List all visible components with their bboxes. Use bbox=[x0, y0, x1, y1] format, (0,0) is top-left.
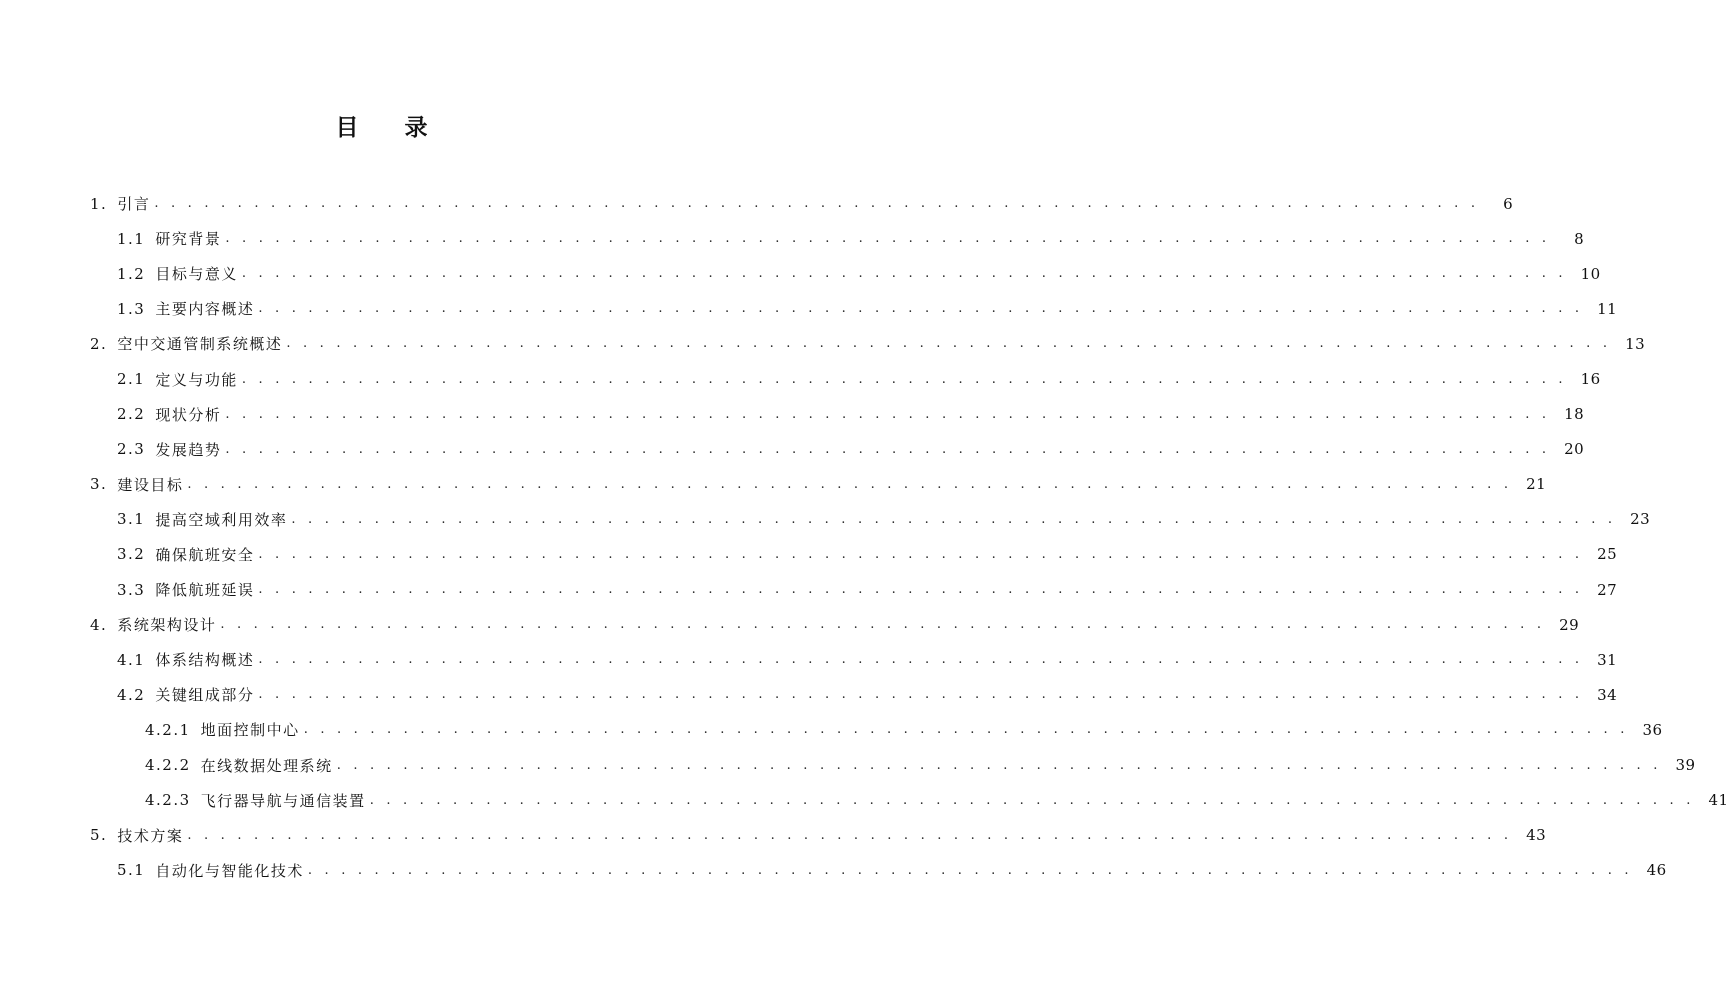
toc-entry[interactable] bbox=[0, 256, 1601, 291]
toc-dot-leader: . . . . . . . . . . . . . . . . . . . . . . . . . . . . . . . . . . . . . . . . . . . . . . . . . . . . . . . . . . . . . . . . . . . . . . . . . . . . . . . . bbox=[187, 476, 1513, 492]
toc-dot-leader: . . . . . . . . . . . . . . . . . . . . . . . . . . . . . . . . . . . . . . . . . . . . . . . . . . . . . . . . . . . . . . . . . . . . . . . . . . . . . . . . bbox=[303, 722, 1629, 738]
toc-entry-number: 4.2.2 bbox=[145, 756, 191, 775]
toc-entry-title: 引言 bbox=[117, 195, 151, 214]
toc-entry-number: 3. bbox=[90, 475, 108, 494]
toc-dot-leader: . . . . . . . . . . . . . . . . . . . . . . . . . . . . . . . . . . . . . . . . . . . . . . . . . . . . . . . . . . . . . . . . . . . . . . . . . . . . . . . . bbox=[154, 196, 1480, 212]
toc-dot-leader: . . . . . . . . . . . . . . . . . . . . . . . . . . . . . . . . . . . . . . . . . . . . . . . . . . . . . . . . . . . . . . . . . . . . . . . . . . . . . . . . bbox=[187, 827, 1513, 843]
toc-entry[interactable] bbox=[0, 502, 1651, 537]
toc-entry-number: 2.2 bbox=[117, 405, 146, 424]
toc-entry-page-number: 16 bbox=[1580, 370, 1601, 389]
toc-dot-leader: . . . . . . . . . . . . . . . . . . . . . . . . . . . . . . . . . . . . . . . . . . . . . . . . . . . . . . . . . . . . . . . . . . . . . . . . . . . . . . . . bbox=[291, 511, 1617, 527]
toc-entry-title: 在线数据处理系统 bbox=[200, 756, 333, 775]
toc-entry-title: 自动化与智能化技术 bbox=[155, 861, 304, 880]
toc-entry-number: 1. bbox=[90, 194, 108, 213]
toc-entry-page-number: 10 bbox=[1580, 264, 1601, 283]
toc-dot-leader: . . . . . . . . . . . . . . . . . . . . . . . . . . . . . . . . . . . . . . . . . . . . . . . . . . . . . . . . . . . . . . . . . . . . . . . . . . . . . . . . bbox=[258, 546, 1584, 562]
toc-entry-page-number: 43 bbox=[1526, 826, 1547, 845]
toc-entry-title: 关键组成部分 bbox=[155, 686, 255, 705]
toc-entry[interactable] bbox=[0, 467, 1547, 502]
toc-entry-number: 2.3 bbox=[117, 440, 146, 459]
toc-entry-page-number: 21 bbox=[1526, 475, 1547, 494]
toc-entry[interactable] bbox=[0, 748, 1696, 783]
toc-entry-page-number: 20 bbox=[1564, 440, 1585, 459]
page-title-part-2: 录 bbox=[404, 115, 430, 141]
toc-entry[interactable] bbox=[0, 818, 1547, 853]
toc-entry-number: 5. bbox=[90, 826, 108, 845]
toc-entry[interactable] bbox=[0, 677, 1618, 712]
toc-entry-number: 3.1 bbox=[117, 510, 146, 529]
toc-dot-leader: . . . . . . . . . . . . . . . . . . . . . . . . . . . . . . . . . . . . . . . . . . . . . . . . . . . . . . . . . . . . . . . . . . . . . . . . . . . . . . . . bbox=[307, 862, 1633, 878]
toc-entry[interactable] bbox=[0, 853, 1667, 888]
toc-entry-title: 提高空域利用效率 bbox=[155, 510, 288, 529]
toc-entry[interactable] bbox=[0, 607, 1580, 642]
toc-entry-page-number: 11 bbox=[1597, 299, 1618, 318]
toc-entry-number: 4.2.1 bbox=[145, 720, 191, 739]
toc-entry-page-number: 29 bbox=[1559, 615, 1580, 634]
toc-entry-page-number: 27 bbox=[1597, 580, 1618, 599]
toc-dot-leader: . . . . . . . . . . . . . . . . . . . . . . . . . . . . . . . . . . . . . . . . . . . . . . . . . . . . . . . . . . . . . . . . . . . . . . . . . . . . . . . . bbox=[258, 687, 1584, 703]
toc-entry-title: 目标与意义 bbox=[155, 265, 238, 284]
toc-dot-leader: . . . . . . . . . . . . . . . . . . . . . . . . . . . . . . . . . . . . . . . . . . . . . . . . . . . . . . . . . . . . . . . . . . . . . . . . . . . . . . . . bbox=[258, 582, 1584, 598]
toc-entry[interactable] bbox=[0, 186, 1514, 221]
toc-entry[interactable] bbox=[0, 361, 1601, 396]
toc-entry-page-number: 18 bbox=[1564, 405, 1585, 424]
toc-entry-number: 3.3 bbox=[117, 580, 146, 599]
toc-entry[interactable] bbox=[0, 537, 1618, 572]
toc-entry-number: 2. bbox=[90, 334, 108, 353]
toc-entry-number: 1.1 bbox=[117, 229, 146, 248]
toc-entry[interactable] bbox=[0, 783, 1729, 818]
toc-entry-number: 1.3 bbox=[117, 299, 146, 318]
toc-entry[interactable] bbox=[0, 326, 1646, 361]
toc-entry-number: 4.1 bbox=[117, 650, 146, 669]
toc-entry-title: 空中交通管制系统概述 bbox=[117, 335, 283, 354]
toc-dot-leader: . . . . . . . . . . . . . . . . . . . . . . . . . . . . . . . . . . . . . . . . . . . . . . . . . . . . . . . . . . . . . . . . . . . . . . . . . . . . . . . . bbox=[241, 371, 1567, 387]
toc-entry-number: 3.2 bbox=[117, 545, 146, 564]
toc-entry-title: 定义与功能 bbox=[155, 370, 238, 389]
toc-entry-page-number: 31 bbox=[1597, 650, 1618, 669]
toc-dot-leader: . . . . . . . . . . . . . . . . . . . . . . . . . . . . . . . . . . . . . . . . . . . . . . . . . . . . . . . . . . . . . . . . . . . . . . . . . . . . . . . . bbox=[225, 406, 1551, 422]
toc-entry-number: 4.2 bbox=[117, 685, 146, 704]
toc-entry-title: 体系结构概述 bbox=[155, 651, 255, 670]
page-title bbox=[0, 113, 765, 143]
toc-entry-title: 现状分析 bbox=[155, 405, 222, 424]
toc-dot-leader: . . . . . . . . . . . . . . . . . . . . . . . . . . . . . . . . . . . . . . . . . . . . . . . . . . . . . . . . . . . . . . . . . . . . . . . . . . . . . . . . bbox=[286, 336, 1612, 352]
toc-entry[interactable] bbox=[0, 572, 1618, 607]
toc-entry-title: 系统架构设计 bbox=[117, 616, 217, 635]
toc-entry-page-number: 34 bbox=[1597, 685, 1618, 704]
toc-entry-title: 技术方案 bbox=[117, 826, 184, 845]
toc-entry-number: 5.1 bbox=[117, 861, 146, 880]
toc-entry-title: 主要内容概述 bbox=[155, 300, 255, 319]
toc-entry[interactable] bbox=[0, 397, 1585, 432]
toc-dot-leader: . . . . . . . . . . . . . . . . . . . . . . . . . . . . . . . . . . . . . . . . . . . . . . . . . . . . . . . . . . . . . . . . . . . . . . . . . . . . . . . . bbox=[225, 441, 1551, 457]
toc-entry-number: 2.1 bbox=[117, 370, 146, 389]
toc-entry-title: 降低航班延误 bbox=[155, 581, 255, 600]
toc-entry-number: 4.2.3 bbox=[145, 791, 191, 810]
toc-dot-leader: . . . . . . . . . . . . . . . . . . . . . . . . . . . . . . . . . . . . . . . . . . . . . . . . . . . . . . . . . . . . . . . . . . . . . . . . . . . . . . . . bbox=[220, 617, 1546, 633]
toc-entry-page-number: 36 bbox=[1642, 720, 1663, 739]
toc-entry-page-number: 23 bbox=[1630, 510, 1651, 529]
toc-dot-leader: . . . . . . . . . . . . . . . . . . . . . . . . . . . . . . . . . . . . . . . . . . . . . . . . . . . . . . . . . . . . . . . . . . . . . . . . . . . . . . . . bbox=[258, 652, 1584, 668]
toc-entry-title: 建设目标 bbox=[117, 475, 184, 494]
toc-entry[interactable] bbox=[0, 642, 1618, 677]
toc-entry-page-number: 8 bbox=[1574, 229, 1585, 248]
toc-entry-page-number: 25 bbox=[1597, 545, 1618, 564]
toc-entry-title: 研究背景 bbox=[155, 230, 222, 249]
toc-entry-title: 发展趋势 bbox=[155, 440, 222, 459]
toc-dot-leader: . . . . . . . . . . . . . . . . . . . . . . . . . . . . . . . . . . . . . . . . . . . . . . . . . . . . . . . . . . . . . . . . . . . . . . . . . . . . . . . . bbox=[336, 757, 1662, 773]
toc-entry-title: 飞行器导航与通信装置 bbox=[200, 791, 366, 810]
toc-dot-leader: . . . . . . . . . . . . . . . . . . . . . . . . . . . . . . . . . . . . . . . . . . . . . . . . . . . . . . . . . . . . . . . . . . . . . . . . . . . . . . . . bbox=[225, 231, 1551, 247]
toc-entry-page-number: 39 bbox=[1675, 756, 1696, 775]
toc-entry[interactable] bbox=[0, 221, 1585, 256]
toc-entry-title: 地面控制中心 bbox=[200, 721, 300, 740]
toc-entry[interactable] bbox=[0, 291, 1618, 326]
toc-entry-number: 1.2 bbox=[117, 264, 146, 283]
toc-entry-page-number: 6 bbox=[1503, 194, 1514, 213]
toc-entry[interactable] bbox=[0, 712, 1663, 747]
toc-dot-leader: . . . . . . . . . . . . . . . . . . . . . . . . . . . . . . . . . . . . . . . . . . . . . . . . . . . . . . . . . . . . . . . . . . . . . . . . . . . . . . . . bbox=[258, 301, 1584, 317]
toc-entry[interactable] bbox=[0, 432, 1585, 467]
toc-entry-title: 确保航班安全 bbox=[155, 545, 255, 564]
toc-entry-page-number: 46 bbox=[1646, 861, 1667, 880]
table-of-contents bbox=[0, 186, 1729, 888]
toc-entry-number: 4. bbox=[90, 615, 108, 634]
toc-entry-page-number: 13 bbox=[1625, 334, 1646, 353]
toc-dot-leader: . . . . . . . . . . . . . . . . . . . . . . . . . . . . . . . . . . . . . . . . . . . . . . . . . . . . . . . . . . . . . . . . . . . . . . . . . . . . . . . . bbox=[241, 266, 1567, 282]
toc-entry-page-number: 41 bbox=[1708, 791, 1729, 810]
page-title-part-1: 目 bbox=[335, 115, 361, 141]
toc-dot-leader: . . . . . . . . . . . . . . . . . . . . . . . . . . . . . . . . . . . . . . . . . . . . . . . . . . . . . . . . . . . . . . . . . . . . . . . . . . . . . . . . bbox=[369, 792, 1695, 808]
